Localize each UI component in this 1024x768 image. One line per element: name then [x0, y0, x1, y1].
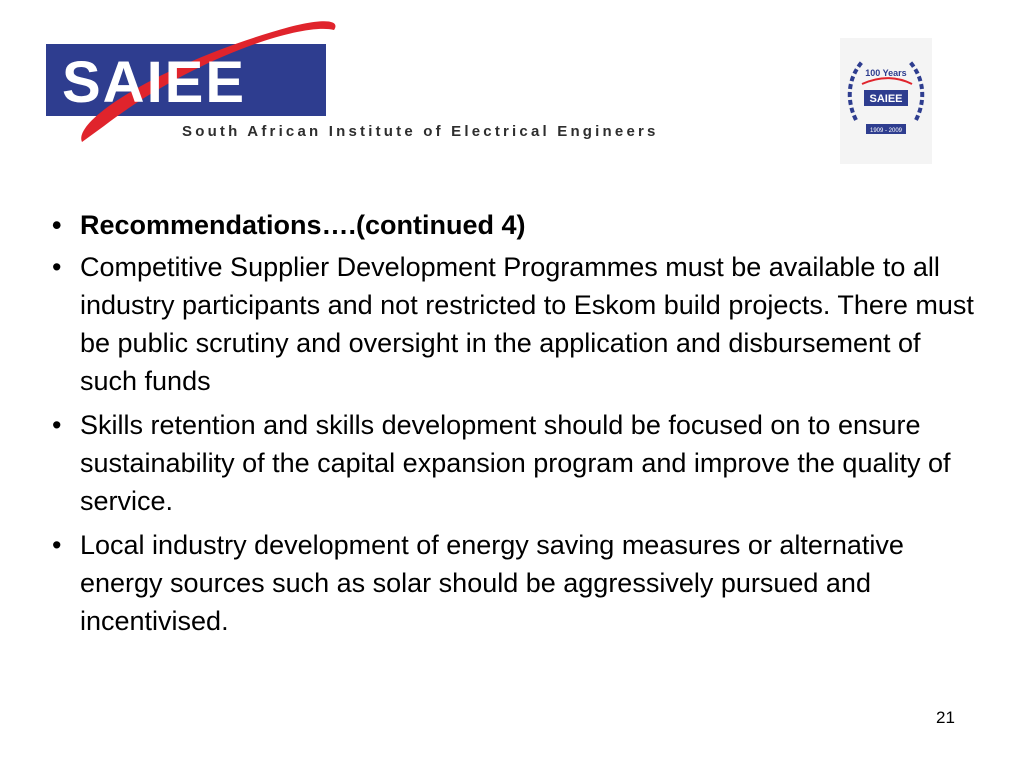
- bullet-item: • Competitive Supplier Development Programmes must be available to all industry participants and not restricted to Eskom build projects. There must be public scrutiny and oversight in the application and disbursement of such funds: [50, 248, 980, 400]
- bullet-heading: • Recommendations….(continued 4): [50, 206, 980, 244]
- page-number: 21: [936, 708, 955, 727]
- bullet-item: • Skills retention and skills development should be focused on to ensure sustainability of the capital expansion program and improve the quality of service.: [50, 406, 980, 520]
- centenary-seal: [840, 38, 932, 164]
- bullet-list: [50, 206, 980, 646]
- svg-text:SAIEE: SAIEE: [869, 93, 903, 105]
- svg-text:1909 - 2009: 1909 - 2009: [869, 128, 903, 134]
- svg-text:SAIEE: SAIEE: [62, 50, 247, 115]
- saiee-logo: [42, 10, 692, 150]
- svg-text:South African Institute of Ele: South African Institute of Electrical Engineers: [182, 123, 659, 140]
- bullet-item: • Local industry development of energy saving measures or alternative energy sources such as solar should be aggressively pursued and incentivised.: [50, 526, 980, 640]
- svg-text:100 Years: 100 Years: [865, 68, 907, 78]
